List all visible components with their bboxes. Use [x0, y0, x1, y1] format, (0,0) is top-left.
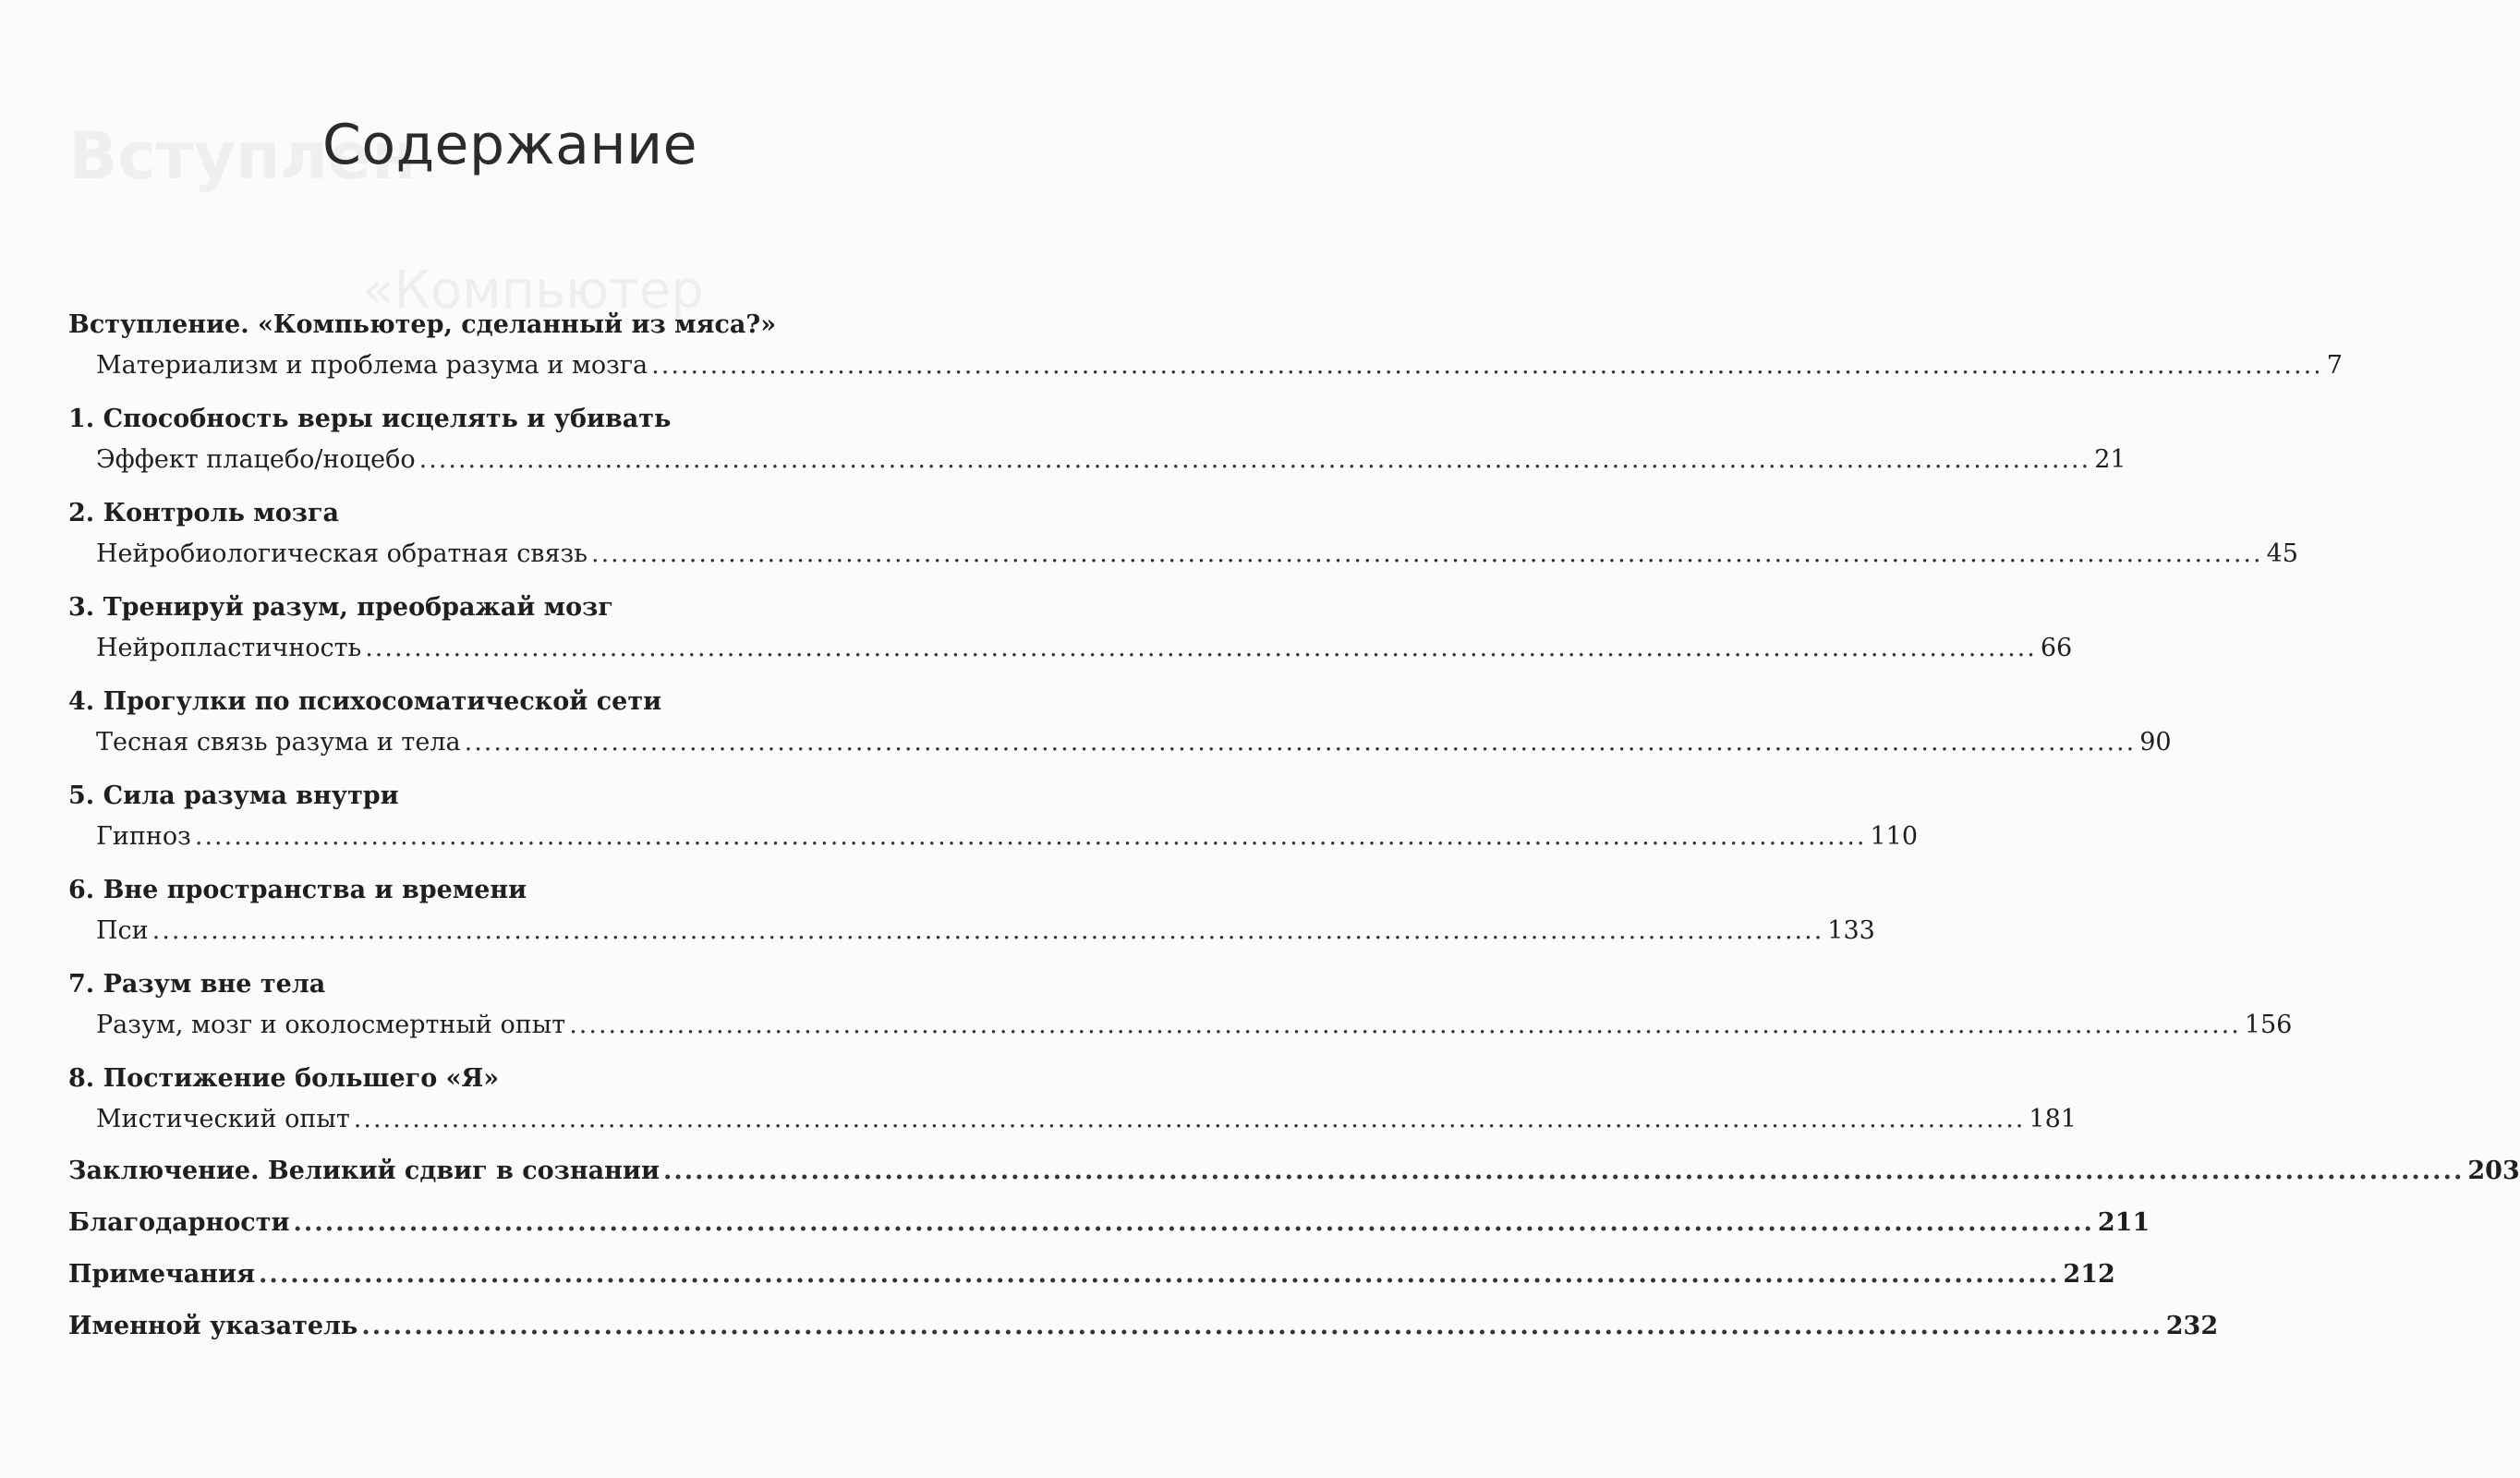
toc-chapter-subtitle: Разум, мозг и околосмертный опыт — [96, 1011, 566, 1039]
toc-leader-dots: ........................................................................................................................................................................... — [151, 916, 1824, 945]
toc-chapter-heading: 3. Тренируй разум, преображай мозг — [68, 593, 613, 622]
toc-end-matter-label: Благодарности — [68, 1208, 290, 1237]
toc-page-number: 211 — [2097, 1208, 2150, 1237]
toc-leader-dots: ........................................................................................................................................................................... — [662, 1157, 2465, 1185]
toc-page-number: 110 — [1870, 822, 1919, 851]
toc-chapter-line — [68, 911, 1875, 951]
toc-leader-dots: ........................................................................................................................................................................... — [590, 539, 2263, 568]
toc-chapter-subtitle: Мистический опыт — [96, 1105, 350, 1133]
toc-chapter-subtitle: Тесная связь разума и тела — [96, 728, 461, 757]
toc-chapter-line — [68, 345, 2343, 386]
toc-end-matter-line — [68, 1254, 2115, 1295]
toc-end-matter-line — [68, 1203, 2150, 1243]
toc-page-number: 156 — [2244, 1011, 2293, 1039]
toc-chapter-line — [68, 1099, 2077, 1140]
toc-entry — [68, 870, 1875, 951]
toc-page-number: 181 — [2029, 1105, 2077, 1133]
toc-page-number: 45 — [2266, 539, 2298, 568]
toc-leader-dots: ........................................................................................................................................................................... — [365, 634, 2037, 662]
toc-end-matter-line — [68, 1151, 2520, 1192]
show-through-text: «Компьютер — [362, 260, 704, 321]
toc-leader-dots: ........................................................................................................................................................................... — [464, 728, 2137, 757]
toc-chapter-heading: 8. Постижение большего «Я» — [68, 1064, 500, 1093]
toc-chapter-heading: Вступление. «Компьютер, сделанный из мяса?» — [68, 310, 777, 339]
toc-leader-dots: ........................................................................................................................................................................... — [259, 1260, 2060, 1289]
toc-chapter-heading: 2. Контроль мозга — [68, 499, 340, 527]
toc-leader-dots: ........................................................................................................................................................................... — [418, 445, 2091, 474]
toc-chapter-line — [68, 722, 2172, 763]
toc-leader-dots: ........................................................................................................................................................................... — [569, 1011, 2241, 1039]
toc-chapter-line — [68, 534, 2298, 575]
toc-entry — [68, 1059, 2077, 1140]
toc-page-number: 21 — [2094, 445, 2126, 474]
toc-page-number: 133 — [1827, 916, 1875, 945]
toc-leader-dots: ........................................................................................................................................................................... — [353, 1105, 2026, 1133]
toc-chapter-heading: 7. Разум вне тела — [68, 970, 326, 999]
toc-end-matter-label: Заключение. Великий сдвиг в сознании — [68, 1157, 660, 1185]
toc-chapter-heading: 6. Вне пространства и времени — [68, 876, 527, 904]
page-title: Содержание — [321, 113, 698, 177]
toc-leader-dots: ........................................................................................................................................................................... — [361, 1312, 2163, 1340]
toc-entry — [68, 399, 2126, 480]
toc-chapter-line — [68, 817, 1919, 857]
show-through-text: Вступлен — [68, 118, 417, 194]
toc-entry — [68, 682, 2172, 763]
toc-chapter-subtitle: Нейробиологическая обратная связь — [96, 539, 588, 568]
toc-end-matter-label: Именной указатель — [68, 1312, 358, 1340]
toc-chapter-heading: 4. Прогулки по психосоматической сети — [68, 687, 662, 716]
toc-entry — [68, 305, 2343, 386]
toc-end-matter-label: Примечания — [68, 1260, 256, 1289]
toc-end-matter-line — [68, 1306, 2219, 1347]
toc-page-number: 66 — [2040, 634, 2073, 662]
toc-chapter-subtitle: Гипноз — [96, 822, 191, 851]
table-of-contents — [68, 305, 2520, 1347]
toc-chapter-heading: 1. Способность веры исцелять и убивать — [68, 405, 672, 433]
toc-chapter-subtitle: Эффект плацебо/ноцебо — [96, 445, 416, 474]
toc-page-number: 7 — [2326, 351, 2343, 380]
toc-leader-dots: ........................................................................................................................................................................... — [194, 822, 1867, 851]
toc-entry — [68, 588, 2073, 669]
toc-chapter-line — [68, 440, 2126, 480]
toc-leader-dots: ........................................................................................................................................................................... — [293, 1208, 2094, 1237]
toc-chapter-subtitle: Нейропластичность — [96, 634, 362, 662]
toc-chapter-subtitle: Пси — [96, 916, 149, 945]
toc-page-number: 232 — [2165, 1312, 2219, 1340]
toc-chapter-line — [68, 1005, 2293, 1046]
toc-page-number: 90 — [2139, 728, 2172, 757]
toc-entry — [68, 493, 2298, 575]
toc-chapter-heading: 5. Сила разума внутри — [68, 781, 399, 810]
toc-chapter-line — [68, 628, 2073, 669]
toc-chapter-subtitle: Материализм и проблема разума и мозга — [96, 351, 648, 380]
toc-leader-dots: ........................................................................................................................................................................... — [651, 351, 2323, 380]
toc-page-number: 203 — [2467, 1157, 2520, 1185]
toc-entry — [68, 964, 2293, 1046]
toc-entry — [68, 776, 1919, 857]
toc-page-number: 212 — [2063, 1260, 2115, 1289]
